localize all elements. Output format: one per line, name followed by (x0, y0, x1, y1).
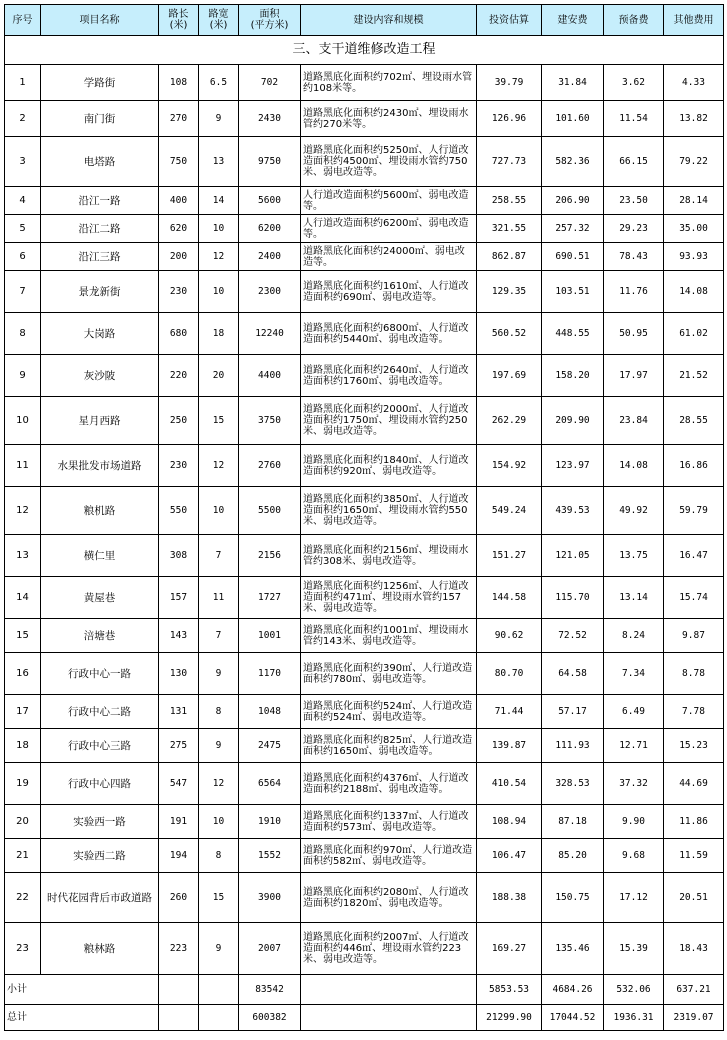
investment-estimate: 197.69 (477, 355, 542, 397)
road-width: 8 (199, 839, 239, 873)
reserve-cost: 78.43 (604, 243, 664, 271)
construction-cost: 209.90 (542, 397, 604, 445)
road-area: 2400 (239, 243, 301, 271)
section-row (5, 36, 724, 65)
investment-estimate: 126.96 (477, 101, 542, 137)
reserve-cost: 49.92 (604, 487, 664, 535)
table-row (5, 101, 724, 137)
road-area: 9750 (239, 137, 301, 187)
project-name: 粮林路 (41, 923, 159, 975)
investment-estimate: 144.58 (477, 577, 542, 619)
road-width: 9 (199, 729, 239, 763)
column-header: 序号 (5, 5, 41, 36)
table-row (5, 243, 724, 271)
table-row (5, 873, 724, 923)
total-investment: 21299.90 (477, 1005, 542, 1031)
construction-cost: 64.58 (542, 653, 604, 695)
table-row (5, 839, 724, 873)
reserve-cost: 13.75 (604, 535, 664, 577)
table-row (5, 923, 724, 975)
construction-content: 道路黑底化面积约524㎡、人行道改造面积约524㎡、弱电改造等。 (301, 695, 477, 729)
column-header: 投资估算 (477, 5, 542, 36)
investment-estimate: 862.87 (477, 243, 542, 271)
construction-cost: 72.52 (542, 619, 604, 653)
project-name: 大岗路 (41, 313, 159, 355)
construction-content: 道路黑底化面积约6800㎡、人行道改造面积约5440㎡、弱电改造等。 (301, 313, 477, 355)
table-row (5, 445, 724, 487)
reserve-cost: 29.23 (604, 215, 664, 243)
table-row (5, 695, 724, 729)
subtotal-label: 小计 (5, 975, 159, 1005)
road-width: 10 (199, 271, 239, 313)
construction-content: 道路黑底化面积约1001㎡、埋设雨水管约143米、弱电改造等。 (301, 619, 477, 653)
row-number: 22 (5, 873, 41, 923)
road-length: 131 (159, 695, 199, 729)
road-area: 1170 (239, 653, 301, 695)
row-number: 3 (5, 137, 41, 187)
construction-cost: 121.05 (542, 535, 604, 577)
investment-estimate: 321.55 (477, 215, 542, 243)
reserve-cost: 9.90 (604, 805, 664, 839)
column-header: 其他费用 (664, 5, 724, 36)
investment-estimate: 151.27 (477, 535, 542, 577)
project-name: 时代花园背后市政道路 (41, 873, 159, 923)
road-length: 108 (159, 65, 199, 101)
project-name: 涪塘巷 (41, 619, 159, 653)
table-row (5, 805, 724, 839)
road-length: 220 (159, 355, 199, 397)
road-area: 2156 (239, 535, 301, 577)
row-number: 17 (5, 695, 41, 729)
road-width: 13 (199, 137, 239, 187)
project-name: 实验西一路 (41, 805, 159, 839)
table-row (5, 397, 724, 445)
column-header: 路宽 (米) (199, 5, 239, 36)
row-number: 8 (5, 313, 41, 355)
road-width: 10 (199, 487, 239, 535)
row-number: 9 (5, 355, 41, 397)
investment-estimate: 106.47 (477, 839, 542, 873)
construction-content: 道路黑底化面积约5250㎡、人行道改造面积约4500㎡、埋设雨水管约750米、弱电改造等。 (301, 137, 477, 187)
construction-content: 道路黑底化面积约2007㎡、人行道改造面积约446㎡、埋设雨水管约223米、弱电改造等。 (301, 923, 477, 975)
construction-cost: 57.17 (542, 695, 604, 729)
road-length: 200 (159, 243, 199, 271)
reserve-cost: 37.32 (604, 763, 664, 805)
table-row (5, 313, 724, 355)
other-cost: 15.74 (664, 577, 724, 619)
road-length: 750 (159, 137, 199, 187)
reserve-cost: 3.62 (604, 65, 664, 101)
project-name: 横仁里 (41, 535, 159, 577)
road-width: 9 (199, 101, 239, 137)
project-name: 黄屋巷 (41, 577, 159, 619)
road-width: 14 (199, 187, 239, 215)
project-name: 景龙新街 (41, 271, 159, 313)
total-other: 2319.07 (664, 1005, 724, 1031)
column-header: 项目名称 (41, 5, 159, 36)
construction-content: 道路黑底化面积约3850㎡、人行道改造面积约1650㎡、埋设雨水管约550米、弱电改造等。 (301, 487, 477, 535)
road-length: 260 (159, 873, 199, 923)
row-number: 11 (5, 445, 41, 487)
table-row (5, 355, 724, 397)
road-area: 3750 (239, 397, 301, 445)
other-cost: 44.69 (664, 763, 724, 805)
total-label: 总计 (5, 1005, 159, 1031)
construction-content: 道路黑底化面积约2080㎡、人行道改造面积约1820㎡、弱电改造等。 (301, 873, 477, 923)
road-area: 1001 (239, 619, 301, 653)
road-width: 6.5 (199, 65, 239, 101)
other-cost: 28.55 (664, 397, 724, 445)
project-name: 沿江二路 (41, 215, 159, 243)
table-row (5, 65, 724, 101)
header-row (5, 5, 724, 36)
road-length: 308 (159, 535, 199, 577)
project-name: 粮机路 (41, 487, 159, 535)
construction-cost: 103.51 (542, 271, 604, 313)
road-area: 702 (239, 65, 301, 101)
row-number: 12 (5, 487, 41, 535)
construction-content: 道路黑底化面积约1337㎡、人行道改造面积约573㎡、弱电改造等。 (301, 805, 477, 839)
investment-estimate: 90.62 (477, 619, 542, 653)
road-length: 400 (159, 187, 199, 215)
road-area: 6564 (239, 763, 301, 805)
reserve-cost: 13.14 (604, 577, 664, 619)
road-area: 1552 (239, 839, 301, 873)
other-cost: 35.00 (664, 215, 724, 243)
project-table (4, 4, 724, 1031)
table-row (5, 487, 724, 535)
road-width: 12 (199, 243, 239, 271)
section-title: 三、支干道维修改造工程 (5, 36, 724, 65)
construction-cost: 439.53 (542, 487, 604, 535)
subtotal-area: 83542 (239, 975, 301, 1005)
row-number: 2 (5, 101, 41, 137)
row-number: 10 (5, 397, 41, 445)
other-cost: 18.43 (664, 923, 724, 975)
total-row (5, 1005, 724, 1031)
table-row (5, 729, 724, 763)
construction-cost: 206.90 (542, 187, 604, 215)
reserve-cost: 15.39 (604, 923, 664, 975)
project-name: 沿江一路 (41, 187, 159, 215)
row-number: 5 (5, 215, 41, 243)
row-number: 23 (5, 923, 41, 975)
other-cost: 8.78 (664, 653, 724, 695)
construction-cost: 135.46 (542, 923, 604, 975)
road-area: 1910 (239, 805, 301, 839)
construction-cost: 85.20 (542, 839, 604, 873)
road-area: 12240 (239, 313, 301, 355)
other-cost: 4.33 (664, 65, 724, 101)
subtotal-reserve: 532.06 (604, 975, 664, 1005)
road-length: 191 (159, 805, 199, 839)
construction-content: 道路黑底化面积约2000㎡、人行道改造面积约1750㎡、埋设雨水管约250米、弱电改造等。 (301, 397, 477, 445)
construction-content: 道路黑底化面积约970㎡、人行道改造面积约582㎡、弱电改造等。 (301, 839, 477, 873)
road-width: 15 (199, 397, 239, 445)
construction-content: 道路黑底化面积约24000㎡、弱电改造等。 (301, 243, 477, 271)
other-cost: 20.51 (664, 873, 724, 923)
construction-cost: 257.32 (542, 215, 604, 243)
construction-cost: 31.84 (542, 65, 604, 101)
road-width: 7 (199, 619, 239, 653)
road-width: 18 (199, 313, 239, 355)
total-area: 600382 (239, 1005, 301, 1031)
reserve-cost: 50.95 (604, 313, 664, 355)
road-length: 270 (159, 101, 199, 137)
investment-estimate: 108.94 (477, 805, 542, 839)
construction-content: 人行道改造面积约5600㎡、弱电改造等。 (301, 187, 477, 215)
column-header: 预备费 (604, 5, 664, 36)
investment-estimate: 410.54 (477, 763, 542, 805)
investment-estimate: 188.38 (477, 873, 542, 923)
road-width: 20 (199, 355, 239, 397)
road-length: 547 (159, 763, 199, 805)
other-cost: 13.82 (664, 101, 724, 137)
construction-cost: 111.93 (542, 729, 604, 763)
other-cost: 93.93 (664, 243, 724, 271)
total-reserve: 1936.31 (604, 1005, 664, 1031)
subtotal-construction: 4684.26 (542, 975, 604, 1005)
reserve-cost: 17.12 (604, 873, 664, 923)
column-header: 面积 (平方米) (239, 5, 301, 36)
project-name: 行政中心二路 (41, 695, 159, 729)
road-width: 10 (199, 805, 239, 839)
road-length: 194 (159, 839, 199, 873)
reserve-cost: 23.84 (604, 397, 664, 445)
road-area: 5500 (239, 487, 301, 535)
construction-content: 道路黑底化面积约702㎡、埋设雨水管约108米等。 (301, 65, 477, 101)
road-length: 230 (159, 271, 199, 313)
table-row (5, 535, 724, 577)
reserve-cost: 23.50 (604, 187, 664, 215)
road-area: 6200 (239, 215, 301, 243)
other-cost: 59.79 (664, 487, 724, 535)
table-row (5, 653, 724, 695)
road-width: 11 (199, 577, 239, 619)
investment-estimate: 560.52 (477, 313, 542, 355)
road-length: 550 (159, 487, 199, 535)
subtotal-other: 637.21 (664, 975, 724, 1005)
reserve-cost: 17.97 (604, 355, 664, 397)
reserve-cost: 11.54 (604, 101, 664, 137)
construction-cost: 115.70 (542, 577, 604, 619)
other-cost: 16.47 (664, 535, 724, 577)
row-number: 13 (5, 535, 41, 577)
road-length: 680 (159, 313, 199, 355)
construction-content: 道路黑底化面积约1840㎡、人行道改造面积约920㎡、弱电改造等。 (301, 445, 477, 487)
subtotal-investment: 5853.53 (477, 975, 542, 1005)
project-name: 行政中心一路 (41, 653, 159, 695)
road-area: 3900 (239, 873, 301, 923)
project-name: 水果批发市场道路 (41, 445, 159, 487)
other-cost: 15.23 (664, 729, 724, 763)
reserve-cost: 9.68 (604, 839, 664, 873)
construction-content: 道路黑底化面积约825㎡、人行道改造面积约1650㎡、弱电改造等。 (301, 729, 477, 763)
construction-cost: 158.20 (542, 355, 604, 397)
road-area: 4400 (239, 355, 301, 397)
row-number: 7 (5, 271, 41, 313)
road-length: 130 (159, 653, 199, 695)
reserve-cost: 14.08 (604, 445, 664, 487)
other-cost: 7.78 (664, 695, 724, 729)
construction-content: 道路黑底化面积约2640㎡、人行道改造面积约1760㎡、弱电改造等。 (301, 355, 477, 397)
construction-cost: 150.75 (542, 873, 604, 923)
road-length: 223 (159, 923, 199, 975)
road-area: 1727 (239, 577, 301, 619)
reserve-cost: 6.49 (604, 695, 664, 729)
road-length: 250 (159, 397, 199, 445)
other-cost: 28.14 (664, 187, 724, 215)
road-area: 2475 (239, 729, 301, 763)
road-area: 1048 (239, 695, 301, 729)
row-number: 15 (5, 619, 41, 653)
row-number: 4 (5, 187, 41, 215)
construction-cost: 101.60 (542, 101, 604, 137)
reserve-cost: 11.76 (604, 271, 664, 313)
table-row (5, 187, 724, 215)
road-length: 157 (159, 577, 199, 619)
investment-estimate: 154.92 (477, 445, 542, 487)
investment-estimate: 39.79 (477, 65, 542, 101)
road-area: 5600 (239, 187, 301, 215)
table-row (5, 763, 724, 805)
construction-content: 道路黑底化面积约1256㎡、人行道改造面积约471㎡、埋设雨水管约157米、弱电改造等。 (301, 577, 477, 619)
construction-content: 道路黑底化面积约2156㎡、埋设雨水管约308米、弱电改造等。 (301, 535, 477, 577)
road-width: 15 (199, 873, 239, 923)
investment-estimate: 129.35 (477, 271, 542, 313)
road-length: 230 (159, 445, 199, 487)
road-width: 9 (199, 653, 239, 695)
construction-content: 道路黑底化面积约1610㎡、人行道改造面积约690㎡、弱电改造等。 (301, 271, 477, 313)
construction-cost: 582.36 (542, 137, 604, 187)
reserve-cost: 7.34 (604, 653, 664, 695)
table-row (5, 137, 724, 187)
project-name: 学路街 (41, 65, 159, 101)
table-row (5, 577, 724, 619)
table-row (5, 271, 724, 313)
investment-estimate: 262.29 (477, 397, 542, 445)
other-cost: 21.52 (664, 355, 724, 397)
road-length: 143 (159, 619, 199, 653)
column-header: 建设内容和规模 (301, 5, 477, 36)
road-area: 2430 (239, 101, 301, 137)
road-length: 620 (159, 215, 199, 243)
row-number: 16 (5, 653, 41, 695)
project-name: 南门街 (41, 101, 159, 137)
investment-estimate: 169.27 (477, 923, 542, 975)
road-width: 12 (199, 763, 239, 805)
construction-content: 道路黑底化面积约4376㎡、人行道改造面积约2188㎡、弱电改造等。 (301, 763, 477, 805)
construction-content: 道路黑底化面积约2430㎡、埋设雨水管约270米等。 (301, 101, 477, 137)
other-cost: 11.86 (664, 805, 724, 839)
reserve-cost: 12.71 (604, 729, 664, 763)
project-name: 沿江三路 (41, 243, 159, 271)
row-number: 14 (5, 577, 41, 619)
table-row (5, 619, 724, 653)
project-name: 实验西二路 (41, 839, 159, 873)
project-name: 行政中心四路 (41, 763, 159, 805)
road-width: 7 (199, 535, 239, 577)
construction-content: 道路黑底化面积约390㎡、人行道改造面积约780㎡、弱电改造等。 (301, 653, 477, 695)
reserve-cost: 66.15 (604, 137, 664, 187)
total-construction: 17044.52 (542, 1005, 604, 1031)
construction-cost: 448.55 (542, 313, 604, 355)
road-area: 2007 (239, 923, 301, 975)
row-number: 18 (5, 729, 41, 763)
investment-estimate: 727.73 (477, 137, 542, 187)
other-cost: 79.22 (664, 137, 724, 187)
row-number: 6 (5, 243, 41, 271)
other-cost: 14.08 (664, 271, 724, 313)
other-cost: 9.87 (664, 619, 724, 653)
road-width: 8 (199, 695, 239, 729)
construction-cost: 87.18 (542, 805, 604, 839)
road-length: 275 (159, 729, 199, 763)
subtotal-row (5, 975, 724, 1005)
row-number: 1 (5, 65, 41, 101)
row-number: 21 (5, 839, 41, 873)
project-name: 电塔路 (41, 137, 159, 187)
construction-cost: 123.97 (542, 445, 604, 487)
road-width: 12 (199, 445, 239, 487)
construction-cost: 690.51 (542, 243, 604, 271)
construction-cost: 328.53 (542, 763, 604, 805)
construction-content: 人行道改造面积约6200㎡、弱电改造等。 (301, 215, 477, 243)
project-name: 灰沙陂 (41, 355, 159, 397)
road-area: 2760 (239, 445, 301, 487)
table-row (5, 215, 724, 243)
other-cost: 11.59 (664, 839, 724, 873)
investment-estimate: 80.70 (477, 653, 542, 695)
investment-estimate: 549.24 (477, 487, 542, 535)
investment-estimate: 258.55 (477, 187, 542, 215)
project-name: 行政中心三路 (41, 729, 159, 763)
row-number: 20 (5, 805, 41, 839)
column-header: 建安费 (542, 5, 604, 36)
investment-estimate: 139.87 (477, 729, 542, 763)
other-cost: 16.86 (664, 445, 724, 487)
column-header: 路长 (米) (159, 5, 199, 36)
road-width: 9 (199, 923, 239, 975)
investment-estimate: 71.44 (477, 695, 542, 729)
row-number: 19 (5, 763, 41, 805)
reserve-cost: 8.24 (604, 619, 664, 653)
other-cost: 61.02 (664, 313, 724, 355)
road-area: 2300 (239, 271, 301, 313)
project-name: 星月西路 (41, 397, 159, 445)
road-width: 10 (199, 215, 239, 243)
